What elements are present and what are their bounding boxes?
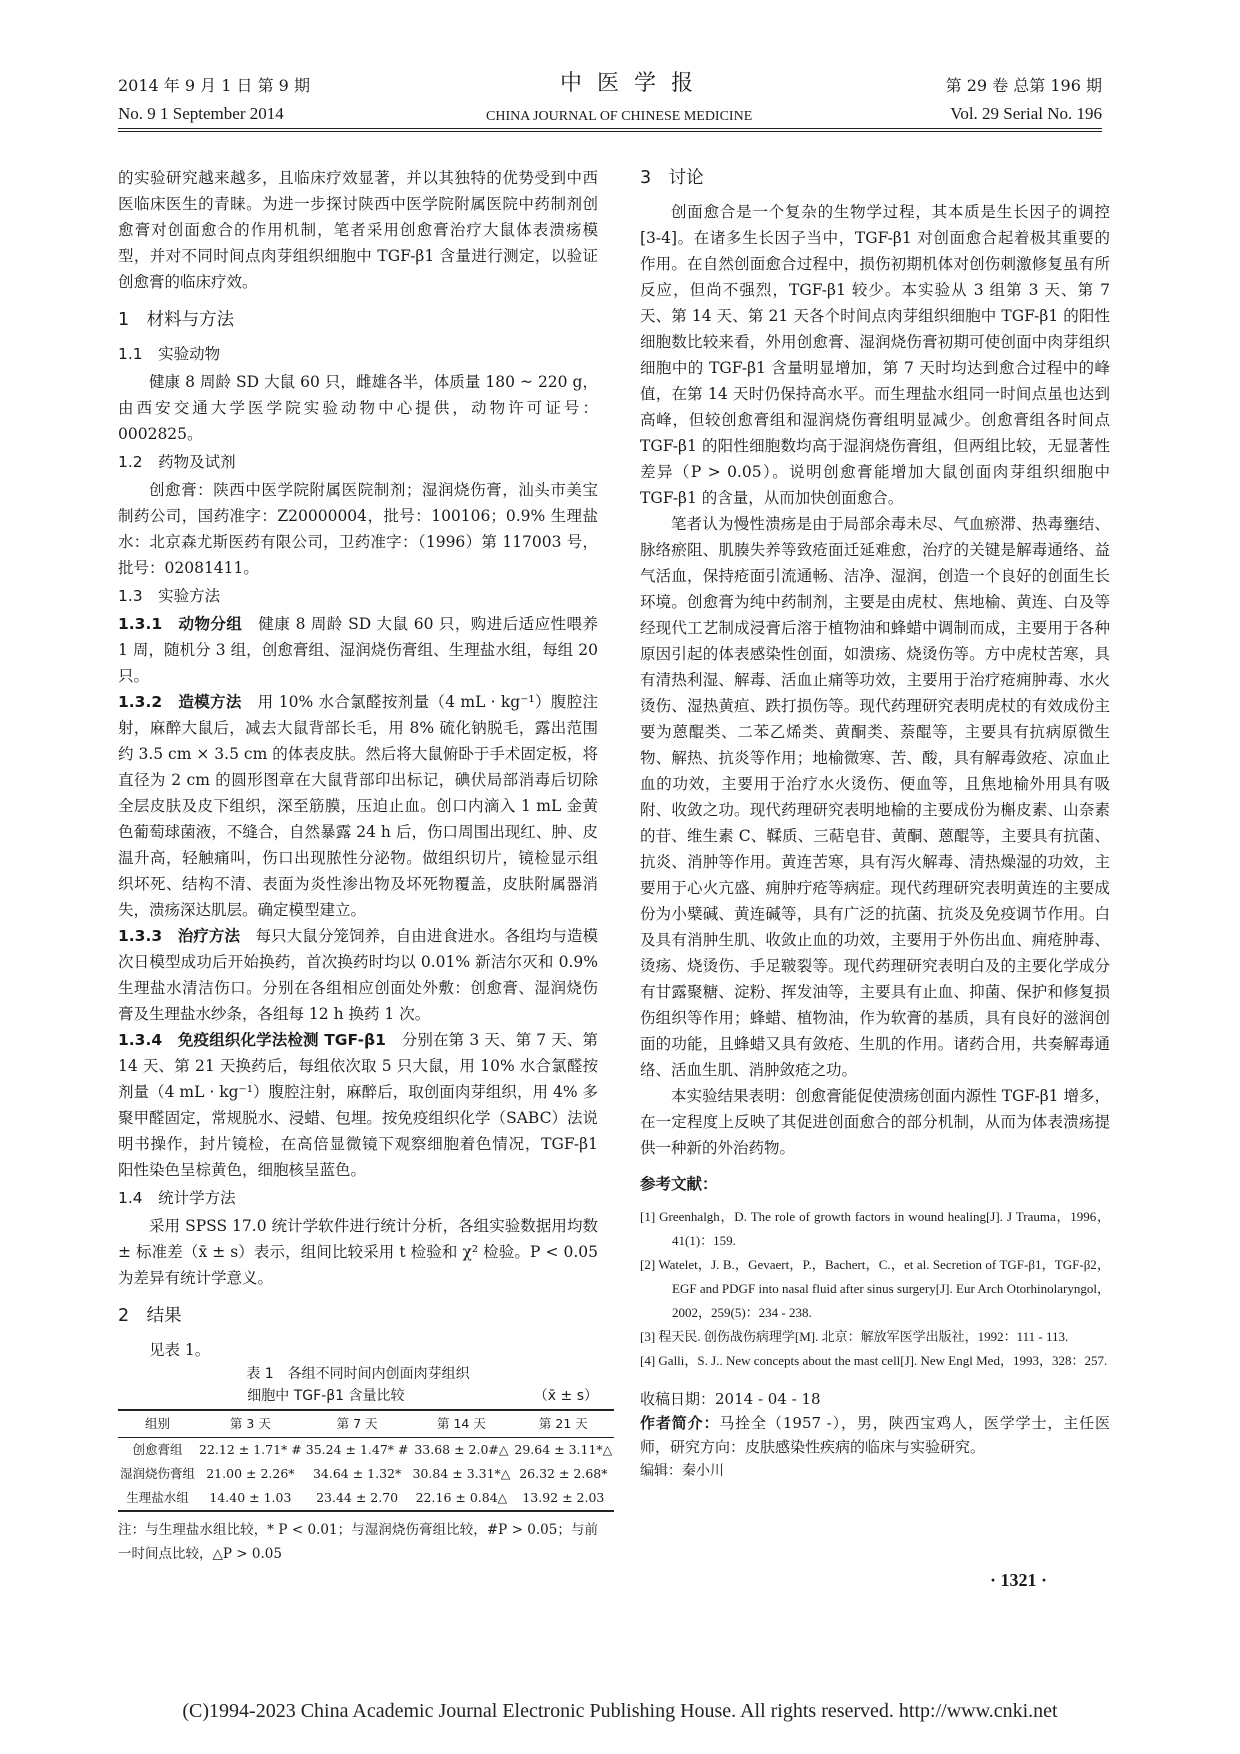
table-cell: 23.44 ± 2.70 bbox=[304, 1486, 411, 1511]
table-header-cell: 第 14 天 bbox=[410, 1410, 512, 1438]
discussion-paragraph-3: 本实验结果表明：创愈膏能促使溃疡创面内源性 TGF-β1 增多，在一定程度上反映了其促进创面愈合的部分机制，从而为体表溃疡提供一种新的外治药物。 bbox=[640, 1087, 1110, 1157]
table-row bbox=[118, 1462, 614, 1486]
header-date-cn: 2014 年 9 月 1 日 第 9 期 bbox=[118, 76, 310, 95]
header-rule-top bbox=[118, 128, 1102, 129]
table-header-cell: 第 7 天 bbox=[304, 1410, 411, 1438]
section-3-heading: 3 讨论 bbox=[640, 168, 704, 188]
section-1-3-1 bbox=[118, 611, 598, 689]
section-1-4-heading: 1.4 统计学方法 bbox=[118, 1189, 236, 1207]
section-1-3-heading: 1.3 实验方法 bbox=[118, 587, 221, 605]
section-1-heading: 1 材料与方法 bbox=[118, 310, 235, 330]
table-cell: 13.92 ± 2.03 bbox=[512, 1486, 614, 1511]
table-caption bbox=[118, 1363, 598, 1407]
right-column bbox=[640, 165, 1110, 1485]
section-1-2-text: 创愈膏：陕西中医学院附属医院制剂；湿润烧伤膏，汕头市美宝制药公司，国药准字：Z20000004，批号：100106；0.9% 生理盐水：北京森尤斯医药有限公司，卫药准字：（1996）第 117003 号，批号：02081411。 bbox=[118, 481, 598, 577]
reference-item: [1] Greenhalgh，D. The role of growth factors in wound healing[J]. J Trauma，1996，41(1)：159. bbox=[640, 1209, 1110, 1248]
section-1-3-3 bbox=[118, 923, 598, 1027]
section-1-3-4-heading: 1.3.4 免疫组织化学法检测 TGF-β1 bbox=[118, 1031, 386, 1049]
received-date: 收稿日期：2014 - 04 - 18 bbox=[640, 1390, 821, 1408]
author-bio bbox=[640, 1411, 1110, 1459]
table-caption-line-1: 表 1 各组不同时间内创面肉芽组织 bbox=[246, 1366, 470, 1382]
table-cell: 33.68 ± 2.0#△ bbox=[414, 1442, 509, 1457]
table-row bbox=[118, 1486, 614, 1511]
section-1-3-2 bbox=[118, 689, 598, 923]
header-rule-bottom bbox=[118, 131, 1102, 132]
table-cell: 29.64 ± 3.11*△ bbox=[514, 1442, 613, 1457]
header-volume-en: Vol. 29 Serial No. 196 bbox=[950, 104, 1102, 123]
table-cell: 14.40 ± 1.03 bbox=[197, 1486, 304, 1511]
section-1-4-text: 采用 SPSS 17.0 统计学软件进行统计分析，各组实验数据用均数 ± 标准差（x̄ ± s）表示，组间比较采用 t 检验和 χ² 检验。P < 0.05 为差异有统计学意义。 bbox=[118, 1217, 598, 1287]
table-header-row bbox=[118, 1410, 614, 1438]
table-caption-title: 细胞中 TGF-β1 含量比较 bbox=[247, 1388, 405, 1404]
header-journal-en: CHINA JOURNAL OF CHINESE MEDICINE bbox=[486, 109, 753, 124]
header-volume-cn: 第 29 卷 总第 196 期 bbox=[945, 76, 1102, 95]
table-cell: 22.12 ± 1.71* # bbox=[199, 1442, 302, 1457]
author-bio-label: 作者简介： bbox=[640, 1414, 720, 1432]
left-column bbox=[118, 165, 613, 1566]
section-1-1-heading: 1.1 实验动物 bbox=[118, 345, 221, 363]
section-1-3-4 bbox=[118, 1027, 598, 1183]
table-note: 注：与生理盐水组比较，* P < 0.01；与湿润烧伤膏组比较，#P > 0.05；与前一时间点比较，△P > 0.05 bbox=[118, 1522, 598, 1562]
section-1-3-2-heading: 1.3.2 造模方法 bbox=[118, 693, 242, 711]
header-journal-cn: 中 医 学 报 bbox=[560, 71, 697, 96]
page-number: · 1321 · bbox=[990, 1570, 1048, 1590]
section-1-3-4-text: 分别在第 3 天、第 7 天、第 14 天、第 21 天换药后，每组依次取 5 只大鼠，用 10% 水合氯醛按剂量（4 mL · kg⁻¹）腹腔注射，麻醉后，取创面肉芽组织，用 4% 多聚甲醛固定，常规脱水、浸蜡、包埋。按免疫组织化学（SABC）法说明书操作，封片镜检，在高倍显微镜下观察细胞着色情况，TGF-β1 阳性染色呈棕黄色，细胞核呈蓝色。 bbox=[118, 1031, 598, 1179]
discussion-paragraph-1: 创面愈合是一个复杂的生物学过程，其本质是生长因子的调控[3-4]。在诸多生长因子当中，TGF-β1 对创面愈合起着极其重要的作用。在自然创面愈合过程中，损伤初期机体对创伤刺激修复虽有所反应，但尚不强烈，TGF-β1 较少。本实验从 3 组第 3 天、第 7 天、第 14 天、第 21 天各个时间点肉芽组织细胞中 TGF-β1 的阳性细胞数比较来看，外用创愈膏、湿润烧伤膏初期可使创面中肉芽组织细胞中的 TGF-β1 含量明显增加，第 7 天时均达到愈合过程中的峰值，在第 14 天时仍保持高水平。而生理盐水组同一时间点虽也达到高峰，但较创愈膏组和湿润烧伤膏组明显减少。创愈膏组各时间点 TGF-β1 的阳性细胞数均高于湿润烧伤膏组，但两组比较，无显著性差异（P > 0.05）。说明创愈膏能增加大鼠创面肉芽组织细胞中 TGF-β1 的含量，从而加快创面愈合。 bbox=[640, 203, 1110, 507]
section-1-3-2-text: 用 10% 水合氯醛按剂量（4 mL · kg⁻¹）腹腔注射，麻醉大鼠后，减去大鼠背部长毛，用 8% 硫化钠脱毛，露出范围约 3.5 cm × 3.5 cm 的体表皮肤。然后将大鼠俯卧于手术固定板，将直径为 2 cm 的圆形图章在大鼠背部印出标记，碘伏局部消毒后切除全层皮肤及皮下组织，深至筋膜，压迫止血。创口内滴入 1 mL 金黄色葡萄球菌液，不缝合，自然暴露 24 h 后，伤口周围出现红、肿、皮温升高，轻触痛叫，伤口出现脓性分泌物。做组织切片，镜检显示组织坏死、结构不清、表面为炎性渗出物及坏死物覆盖，皮肤附属器消失，溃疡深达肌层。确定模型建立。 bbox=[118, 693, 598, 919]
table-cell: 生理盐水组 bbox=[118, 1486, 197, 1511]
section-2-heading: 2 结果 bbox=[118, 1306, 182, 1326]
reference-item: [3] 程天民. 创伤战伤病理学[M]. 北京：解放军医学出版社，1992：111 - 113. bbox=[640, 1329, 1069, 1344]
section-2-text: 见表 1。 bbox=[149, 1341, 211, 1359]
copyright-footer: (C)1994-2023 China Academic Journal Electronic Publishing House. All rights reserved. http://www.cnki.net bbox=[182, 1700, 1058, 1722]
table-cell: 30.84 ± 3.31*△ bbox=[412, 1466, 511, 1481]
table-cell: 35.24 ± 1.47* # bbox=[305, 1442, 409, 1457]
reference-item: [4] Galli，S. J.. New concepts about the mast cell[J]. New Engl Med，1993，328：257. bbox=[640, 1353, 1108, 1368]
table-header-cell: 组别 bbox=[118, 1410, 197, 1438]
results-table bbox=[118, 1409, 614, 1512]
table-unit: （x̄ ± s） bbox=[533, 1388, 598, 1404]
table-cell: 21.00 ± 2.26* bbox=[206, 1466, 295, 1481]
section-1-1-text: 健康 8 周龄 SD 大鼠 60 只，雌雄各半，体质量 180 ~ 220 g，由西安交通大学医学院实验动物中心提供，动物许可证号：0002825。 bbox=[118, 373, 598, 443]
section-1-3-1-heading: 1.3.1 动物分组 bbox=[118, 615, 243, 633]
section-1-3-3-text: 每只大鼠分笼饲养，自由进食进水。各组均与造模次日模型成功后开始换药，首次换药时均以 0.01% 新洁尔灭和 0.9% 生理盐水清洁伤口。分别在各组相应创面处外敷：创愈膏、湿润烧伤膏及生理盐水纱条，各组每 12 h 换药 1 次。 bbox=[118, 927, 598, 1023]
reference-item: [2] Watelet，J. B.，Gevaert，P.，Bachert，C.，et al. Secretion of TGF-β1，TGF-β2，EGF and PDGF into nasal fluid after sinus surgery[J]. Eur Arch Otorhinolaryngol，2002，259(5)：234 - 238. bbox=[640, 1257, 1110, 1320]
section-1-3-3-heading: 1.3.3 治疗方法 bbox=[118, 927, 241, 945]
discussion-paragraph-2: 笔者认为慢性溃疡是由于局部余毒未尽、气血瘀滞、热毒壅结、脉络瘀阻、肌腠失养等致疮面迁延难愈，治疗的关键是解毒通络、益气活血，保持疮面引流通畅、洁净、湿润，创造一个良好的创面生长环境。创愈膏为纯中药制剂，主要是由虎杖、焦地榆、黄连、白及等经现代工艺制成浸膏后溶于植物油和蜂蜡中调制而成，主要用于各种原因引起的体表感染性创面，如溃疡、烧烫伤等。方中虎杖苦寒，具有清热利湿、解毒、活血止痛等功效，主要用于治疗疮痈肿毒、水火烫伤、湿热黄疸、跌打损伤等。现代药理研究表明虎杖的有效成份主要为蒽醌类、二苯乙烯类、黄酮类、萘醌等，主要具有抗病原微生物、解热、抗炎等作用；地榆微寒、苦、酸，具有解毒敛疮、凉血止血的功效，主要用于治疗水火烫伤、便血等，且焦地榆外用具有吸附、收敛之功。现代药理研究表明地榆的主要成份为槲皮素、山奈素的苷、维生素 C、鞣质、三萜皂苷、黄酮、蒽醌等，主要具有抗菌、抗炎、消肿等作用。黄连苦寒，具有泻火解毒、清热燥湿的功效，主要用于心火亢盛、痈肿疔疮等病症。现代药理研究表明黄连的主要成份为小檗碱、黄连碱等，具有广泛的抗菌、抗炎及免疫调节作用。白及具有消肿生肌、收敛止血的功效，主要用于外伤出血、痈疮肿毒、烫疡、烧烫伤、手足皲裂等。现代药理研究表明白及的主要化学成分有甘露聚糖、淀粉、挥发油等，主要具有止血、抑菌、保护和修复损伤组织等作用；蜂蜡、植物油，作为软膏的基质，具有良好的滋润创面的功能，且蜂蜡又具有敛疮、生肌的作用。诸药合用，共奏解毒通络、活血生肌、消肿敛疮之功。 bbox=[640, 515, 1110, 1079]
intro-paragraph: 的实验研究越来越多，且临床疗效显著，并以其独特的优势受到中西医临床医生的青睐。为进一步探讨陕西中医学院附属医院中药制剂创愈膏对创面愈合的作用机制，笔者采用创愈膏治疗大鼠体表溃疡模型，并对不同时间点肉芽组织细胞中 TGF-β1 含量进行测定，以验证创愈膏的临床疗效。 bbox=[118, 169, 598, 291]
table-header-cell: 第 21 天 bbox=[512, 1410, 614, 1438]
section-1-2-heading: 1.2 药物及试剂 bbox=[118, 453, 236, 471]
editor-credit: 编辑：秦小川 bbox=[640, 1464, 724, 1479]
section-1-3-1-text: 健康 8 周龄 SD 大鼠 60 只，购进后适应性喂养 1 周，随机分 3 组，创愈膏组、湿润烧伤膏组、生理盐水组，每组 20 只。 bbox=[118, 615, 598, 685]
table-cell: 34.64 ± 1.32* bbox=[312, 1466, 402, 1481]
table-cell: 创愈膏组 bbox=[132, 1442, 183, 1457]
header-date-en: No. 9 1 September 2014 bbox=[118, 104, 284, 123]
references-heading: 参考文献： bbox=[640, 1175, 718, 1193]
table-cell: 26.32 ± 2.68* bbox=[519, 1466, 608, 1481]
table-caption-line-2 bbox=[118, 1385, 598, 1407]
author-bio-text: 马拴全（1957 -），男，陕西宝鸡人，医学学士，主任医师，研究方向：皮肤感染性疾病的临床与实验研究。 bbox=[640, 1414, 1110, 1456]
table-cell: 湿润烧伤膏组 bbox=[120, 1466, 196, 1481]
table-header-cell: 第 3 天 bbox=[197, 1410, 304, 1438]
table-cell: 22.16 ± 0.84△ bbox=[410, 1486, 512, 1511]
table-row bbox=[118, 1438, 614, 1463]
